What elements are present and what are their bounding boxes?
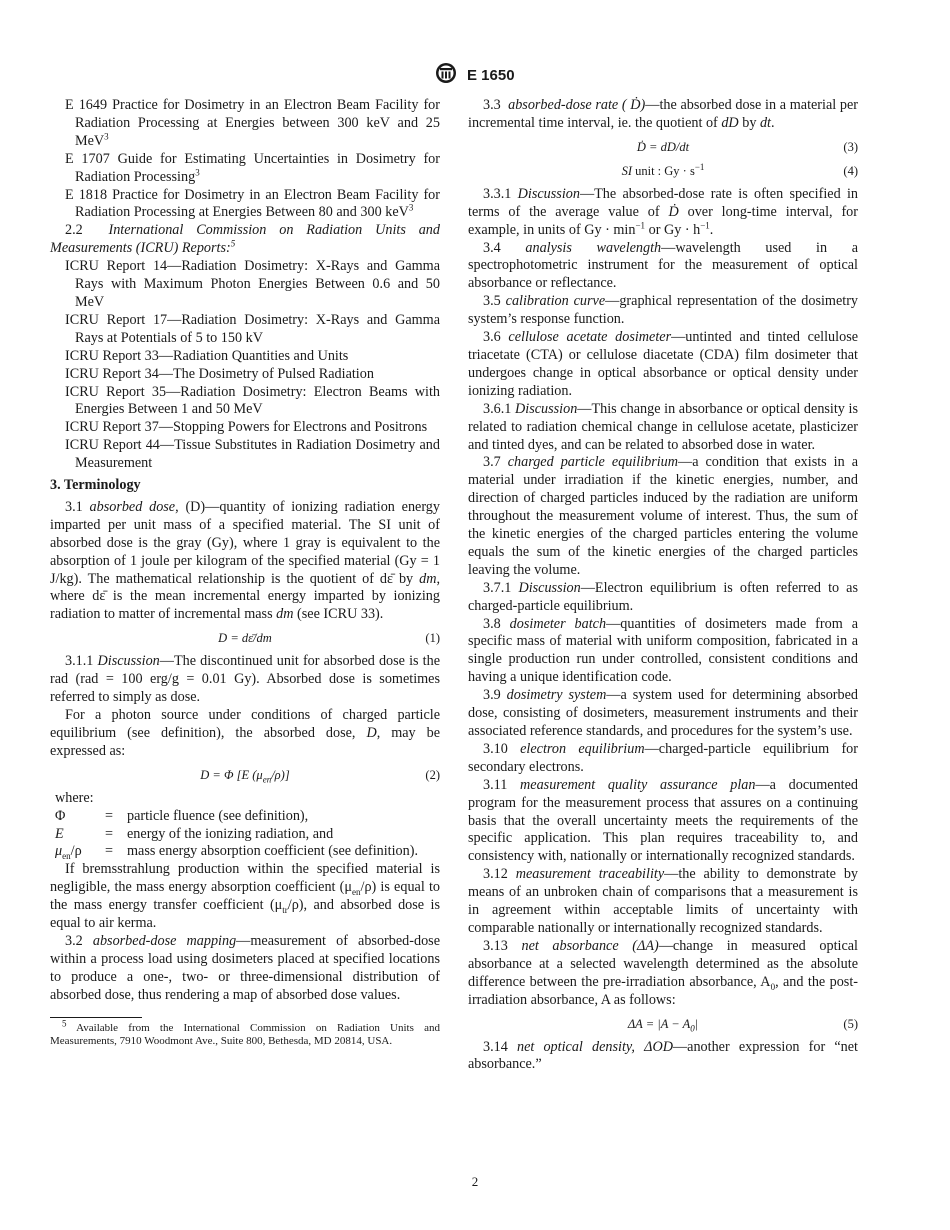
footnote: $^5$ Available from the International Commission on Radiation Units and Measurements, 7910 Woodmont Ave., Suite 800, Bethesda, MD 20814, USA. [50, 1017, 440, 1047]
definition-item: 3.11 measurement quality assurance plan—a documented program for the measurement process that assures on a continuing basis that the overall uncertainty meets the requirements of the specific application. This plan requires traceability to, and consistency with, nationally or internationally recognized standards. [468, 776, 859, 865]
where-row: E = energy of the ionizing radiation, and [55, 825, 334, 842]
definition-item: 3.12 measurement traceability—the ability to demonstrate by means of an unbroken chain of comparisons that a measurement is in agreement within acceptable limits of uncertainty with comparable nationally or internationally recognized standards. [468, 866, 859, 936]
icru-report-item: ICRU Report 35—Radiation Dosimetry: Electron Beams with Energies Between 1 and 50 MeV [65, 383, 440, 418]
definition-item: 3.10 electron equilibrium—charged-particle equilibrium for secondary electrons. [468, 740, 858, 775]
icru-report-item: ICRU Report 37—Stopping Powers for Electrons and Positrons [65, 419, 428, 436]
definition-item: 3.5 calibration curve—graphical representation of the dosimetry system’s response function. [468, 293, 859, 328]
reference-item: E 1707 Guide for Estimating Uncertainties in Dosimetry for Radiation Processing$^3$ [65, 150, 440, 185]
definition-absorbed-dose-rate: 3.3 absorbed-dose rate ( Ḋ)—the absorbed dose in a material per incremental time interval, ie. the quotient of dD by dt. [468, 97, 859, 131]
where-table [55, 808, 418, 862]
where-row: $\mu_{en}/\rho$ = mass energy absorption coefficient (see definition). [55, 843, 419, 862]
definition-item: 3.9 dosimetry system—a system used for determining absorbed dose, consisting of dosimeters, measurement instruments and their associated reference standards, and procedures for the system’s use. [468, 687, 859, 739]
standard-number: E 1650 [467, 67, 515, 84]
icru-report-item: ICRU Report 17—Radiation Dosimetry: X-Rays and Gamma Rays at Potentials of 5 to 150 kV [65, 311, 440, 346]
photon-paragraph: For a photon source under conditions of charged particle equilibrium (see definition), the absorbed dose, D, may be expressed as: [50, 707, 441, 759]
definition-net-absorbance: 3.13 net absorbance (ΔA)—change in measured optical absorbance at a selected wavelength determined as the absolute difference between the pre-irradiation absorbance, $A_0$, and the post-irradiation absorbance, A as follows: [468, 937, 858, 1008]
icru-report-item: ICRU Report 14—Radiation Dosimetry: X-Rays and Gamma Rays with Maximum Photon Energies Between 0.6 and 50 MeV [65, 258, 440, 310]
icru-intro: 2.2 International Commission on Radiation Units and Measurements (ICRU) Reports:$^5$ [50, 222, 440, 257]
left-column [50, 97, 440, 1048]
definition-absorbed-dose-mapping: 3.2 absorbed-dose mapping—measurement of absorbed-dose within a process load using dosimeters placed at specified locations to produce a one-, two- or three-dimensional distribution of absorbed dose, thus rendering a map of absorbed dose values. [50, 932, 440, 1003]
definition-item: 3.7 charged particle equilibrium—a condition that exists in a material under irradiation if the kinetic energies, number, and direction of charged particles induced by the radiation are uniform throughout the measurement volume of interest. Thus, the sum of the kinetic energies of the charged particles entering the volume equals the sum of the kinetic energies of the charged particles leaving the volume. [468, 454, 859, 578]
definition-item: 3.8 dosimeter batch—quantities of dosimeters made from a specific mass of material with uniform composition, fabricated in a single production run under controlled, consistent conditions and having a unique identification code. [468, 615, 858, 686]
icru-report-item: ICRU Report 34—The Dosimetry of Pulsed Radiation [65, 365, 374, 382]
section-heading: 3. Terminology [50, 477, 141, 494]
right-column [468, 97, 858, 1074]
definition-item: 3.6.1 Discussion—This change in absorbance or optical density is related to radiation chemical change in cellulose acetate, plasticizer and tinted dyes, and can be related to absorbed dose in water. [468, 400, 858, 453]
page-header [0, 62, 950, 90]
discussion-3-1-1: 3.1.1 Discussion—The discontinued unit for absorbed dose is the rad (rad = 100 erg/g = 0.01 Gy). Absorbed dose is sometimes referred to simply as dose. [50, 653, 440, 706]
discussion-3-3-1: 3.3.1 Discussion—The absorbed-dose rate is often specified in terms of the average value of Ḋ over long-time interval, for example, in units of $Gy \cdot \min^{-1}$ or $Gy \cdot h^{-1}$. [468, 185, 859, 238]
equation-4: SI unit : $Gy \cdot s^{-1}$ (4) [621, 161, 858, 178]
equation-3: Ḋ = dD/dt (3) [636, 139, 858, 154]
reference-item: E 1649 Practice for Dosimetry in an Electron Beam Facility for Radiation Processing at Energies between 300 keV and 25 MeV$^3$ [65, 97, 440, 149]
where-row: Φ = particle fluence (see definition), [55, 807, 309, 824]
astm-logo-icon [435, 62, 457, 90]
where-label: where: [55, 789, 94, 806]
definition-item: 3.6 cellulose acetate dosimeter—untinted and tinted cellulose triacetate (CTA) or cellulose diacetate (CDA) film dosimeter that undergoes change in optical absorbance or optical density under ionizing radiation. [468, 329, 859, 399]
page-number: 2 [471, 1174, 479, 1189]
icru-report-item: ICRU Report 33—Radiation Quantities and Units [65, 347, 349, 364]
definition-item: 3.4 analysis wavelength—wavelength used in a spectrophotometric instrument for the measurement of optical absorbance or reflectance. [468, 239, 859, 292]
definition-item: 3.7.1 Discussion—Electron equilibrium is often referred to as charged-particle equilibrium. [468, 579, 858, 614]
bremsstrahlung-paragraph: If bremsstrahlung production within the specified material is negligible, the mass energy absorption coefficient $(\mu_{en}/\rho)$ is equal to the mass energy transfer coefficient $(\mu_{tr}/\rho)$, and absorbed dose is equal to air kerma. [50, 861, 440, 932]
equation-5: $\Delta A = |A - A_0|$ (5) [627, 1016, 858, 1033]
equation-1: D = dε̄/dm (1) [218, 631, 440, 646]
icru-report-item: ICRU Report 44—Tissue Substitutes in Radiation Dosimetry and Measurement [65, 437, 440, 472]
definition-absorbed-dose: 3.1 absorbed dose, (D)—quantity of ionizing radiation energy imparted per unit mass of a specified material. The SI unit of absorbed dose is the gray (Gy), where 1 gray is equivalent to the absorption of 1 joule per kilogram of the specified material (Gy = 1 J/kg). The mathematical relationship is the quotient of dε̄ by dm, where dε̄ is the mean incremental energy imparted by ionizing radiation to matter of incremental mass dm (see ICRU 33). [50, 498, 441, 623]
reference-item: E 1818 Practice for Dosimetry in an Electron Beam Facility for Radiation Processing at Energies Between 80 and 300 keV$^3$ [65, 186, 440, 221]
equation-2: D = Φ [E $(\mu_{en}/\rho)$] (2) [200, 767, 440, 785]
definition-net-optical-density: 3.14 net optical density, ΔOD—another expression for “net absorbance.” [468, 1038, 858, 1073]
